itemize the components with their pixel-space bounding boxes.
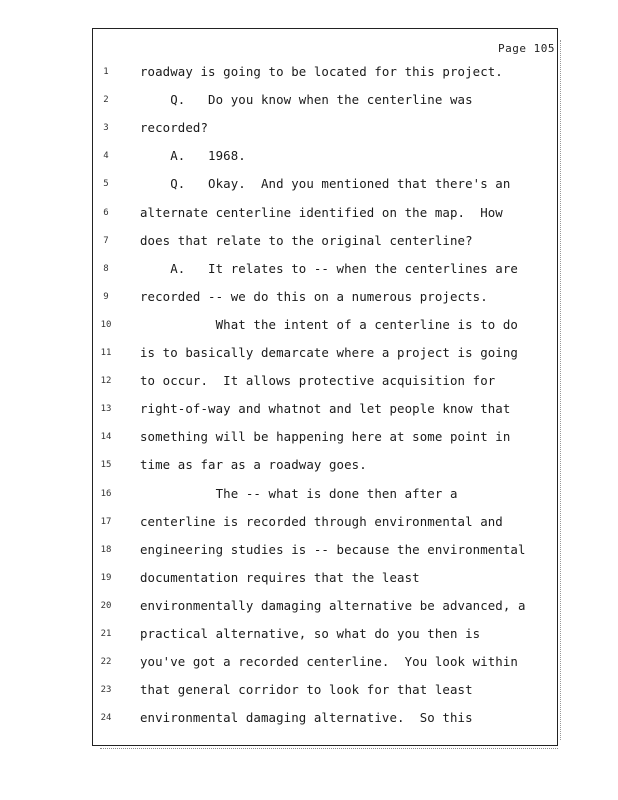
line-text: is to basically demarcate where a project is going (140, 345, 518, 360)
line-number: 2 (103, 95, 109, 106)
line-number: 11 (100, 348, 112, 358)
line-text: environmentally damaging alternative be advanced, a (140, 597, 526, 613)
line-text: you've got a recorded centerline. You look within (140, 654, 518, 670)
line-number: 22 (100, 657, 112, 668)
line-text: something will be happening here at some point in (140, 429, 511, 445)
line-number: 17 (100, 516, 112, 527)
line-number: 9 (103, 291, 109, 302)
line-text: practical alternative, so what do you then is (140, 626, 481, 641)
line-text: Q. Do you know when the centerline was (140, 92, 473, 108)
line-number: 15 (100, 460, 112, 471)
line-text: alternate centerline identified on the map. How (140, 204, 503, 220)
line-text: does that relate to the original centerline? (140, 232, 473, 248)
line-number: 4 (103, 151, 109, 162)
line-text: that general corridor to look for that least (140, 682, 473, 698)
line-number: 13 (100, 404, 112, 415)
line-number: 16 (100, 488, 112, 499)
line-text: A. 1968. (140, 148, 246, 164)
line-number: 10 (100, 319, 112, 330)
line-text: recorded -- we do this on a numerous projects. (140, 288, 488, 304)
line-number: 6 (103, 207, 109, 218)
line-text: environmental damaging alternative. So this (140, 710, 473, 726)
page-number: Page 105 (498, 42, 555, 55)
line-text: roadway is going to be located for this project. (140, 64, 503, 79)
line-number: 19 (100, 572, 112, 583)
line-number: 14 (100, 432, 112, 443)
line-number: 8 (103, 263, 109, 274)
line-text: to occur. It allows protective acquisition for (140, 373, 496, 389)
line-number: 3 (103, 123, 109, 134)
line-text: centerline is recorded through environmental and (140, 513, 503, 529)
line-number: 12 (100, 376, 112, 387)
margin-dots (560, 40, 563, 740)
footer-line (100, 748, 558, 751)
line-text: recorded? (140, 120, 209, 136)
line-text: engineering studies is -- because the environmental (140, 541, 526, 557)
line-number: 23 (100, 685, 112, 696)
line-text: Q. Okay. And you mentioned that there's an (140, 176, 511, 192)
line-number: 5 (103, 179, 109, 190)
line-text: documentation requires that the least (140, 569, 420, 585)
line-number: 1 (103, 67, 109, 77)
line-text: time as far as a roadway goes. (140, 457, 367, 473)
line-number: 21 (100, 629, 112, 639)
line-number: 24 (100, 713, 112, 724)
line-number: 7 (103, 235, 109, 246)
line-text: What the intent of a centerline is to do (140, 316, 518, 332)
line-text: The -- what is done then after a (140, 485, 458, 501)
line-number: 20 (100, 600, 112, 611)
line-text: A. It relates to -- when the centerlines are (140, 260, 518, 276)
line-number: 18 (100, 544, 112, 555)
line-text: right-of-way and whatnot and let people know that (140, 401, 511, 417)
